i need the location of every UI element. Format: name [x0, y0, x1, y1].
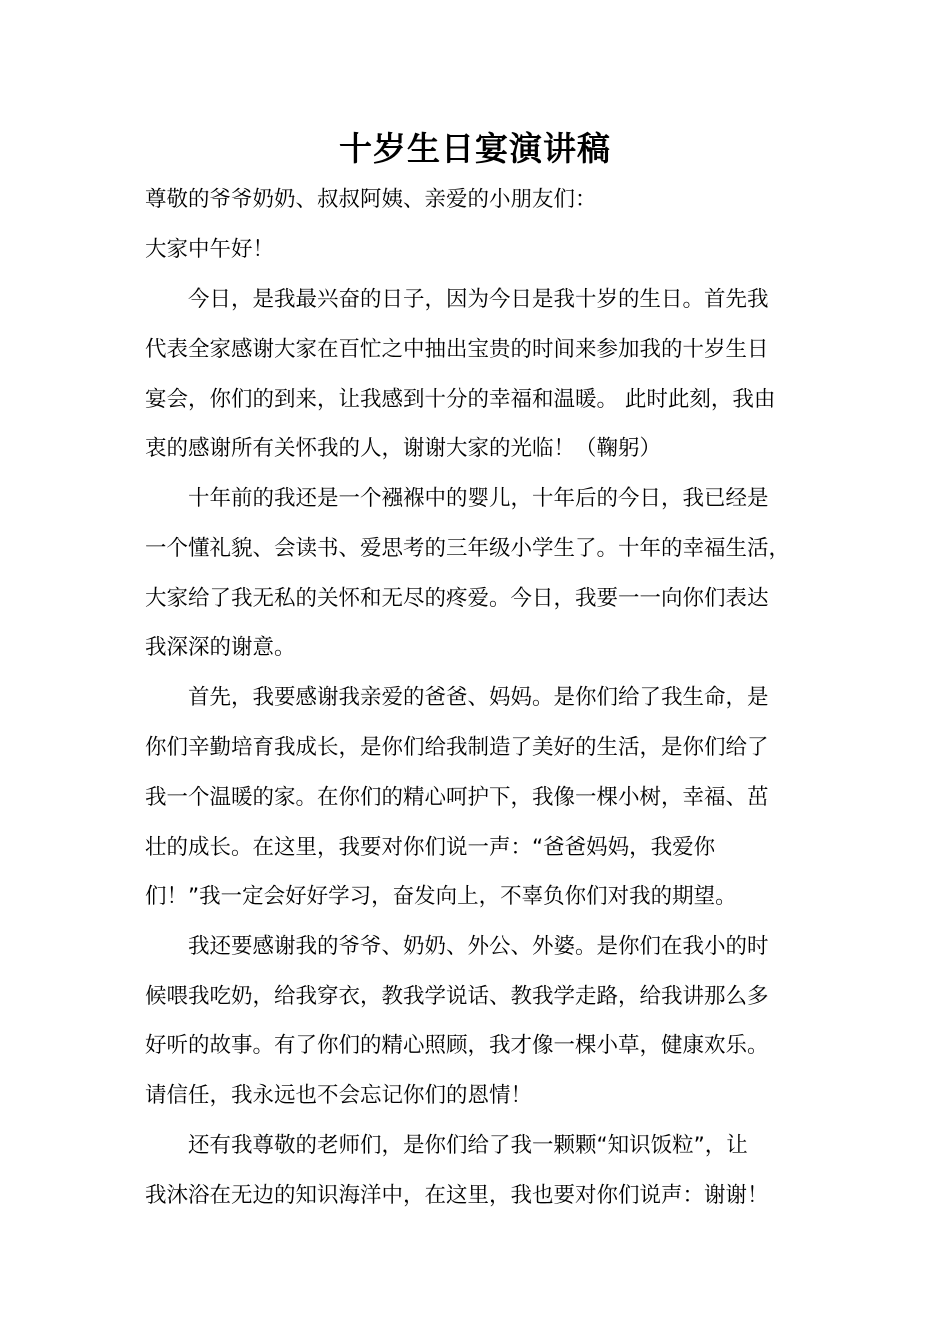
- paragraph-3-line-3: 我一个温暖的家。在你们的精心呵护下，我像一棵小树，幸福、茁: [145, 785, 769, 810]
- paragraph-1-line-3: 宴会，你们的到来，让我感到十分的幸福和温暖。 此时此刻，我由: [145, 387, 776, 412]
- paragraph-2-line-2: 一个懂礼貌、会读书、爱思考的三年级小学生了。十年的幸福生活，: [145, 536, 791, 561]
- paragraph-3-line-2: 你们辛勤培育我成长，是你们给我制造了美好的生活，是你们给了: [145, 735, 769, 760]
- paragraph-3-line-5: 们！”我一定会好好学习，奋发向上，不辜负你们对我的期望。: [145, 884, 737, 909]
- paragraph-4-line-1: 我还要感谢我的爷爷、奶奶、外公、外婆。是你们在我小的时: [188, 934, 769, 959]
- paragraph-2-line-1: 十年前的我还是一个襁褓中的婴儿，十年后的今日，我已经是: [188, 486, 769, 511]
- document-title: 十岁生日宴演讲稿: [339, 129, 611, 168]
- paragraph-2-line-4: 我深深的谢意。: [145, 635, 296, 660]
- salutation-line: 尊敬的爷爷奶奶、叔叔阿姨、亲爱的小朋友们：: [145, 187, 597, 212]
- paragraph-1-line-2: 代表全家感谢大家在百忙之中抽出宝贵的时间来参加我的十岁生日: [145, 337, 769, 362]
- greeting-line: 大家中午好！: [145, 237, 275, 262]
- paragraph-4-line-4: 请信任，我永远也不会忘记你们的恩情！: [145, 1083, 533, 1108]
- paragraph-4-line-3: 好听的故事。有了你们的精心照顾，我才像一棵小草，健康欢乐。: [145, 1033, 769, 1058]
- paragraph-1-line-1: 今日，是我最兴奋的日子，因为今日是我十岁的生日。首先我: [188, 287, 769, 312]
- paragraph-2-line-3: 大家给了我无私的关怀和无尽的疼爱。今日，我要一一向你们表达: [145, 586, 769, 611]
- paragraph-1-line-4: 衷的感谢所有关怀我的人，谢谢大家的光临！（鞠躬）: [145, 436, 662, 461]
- paragraph-3-line-1: 首先，我要感谢我亲爱的爸爸、妈妈。是你们给了我生命，是: [188, 685, 769, 710]
- paragraph-3-line-4: 壮的成长。在这里，我要对你们说一声：“爸爸妈妈，我爱你: [145, 835, 716, 860]
- paragraph-5-line-2: 我沐浴在无边的知识海洋中，在这里，我也要对你们说声：谢谢！: [145, 1183, 769, 1208]
- paragraph-5-line-1: 还有我尊敬的老师们，是你们给了我一颗颗“知识饭粒”，让: [188, 1133, 748, 1158]
- paragraph-4-line-2: 候喂我吃奶，给我穿衣，教我学说话、教我学走路，给我讲那么多: [145, 984, 769, 1009]
